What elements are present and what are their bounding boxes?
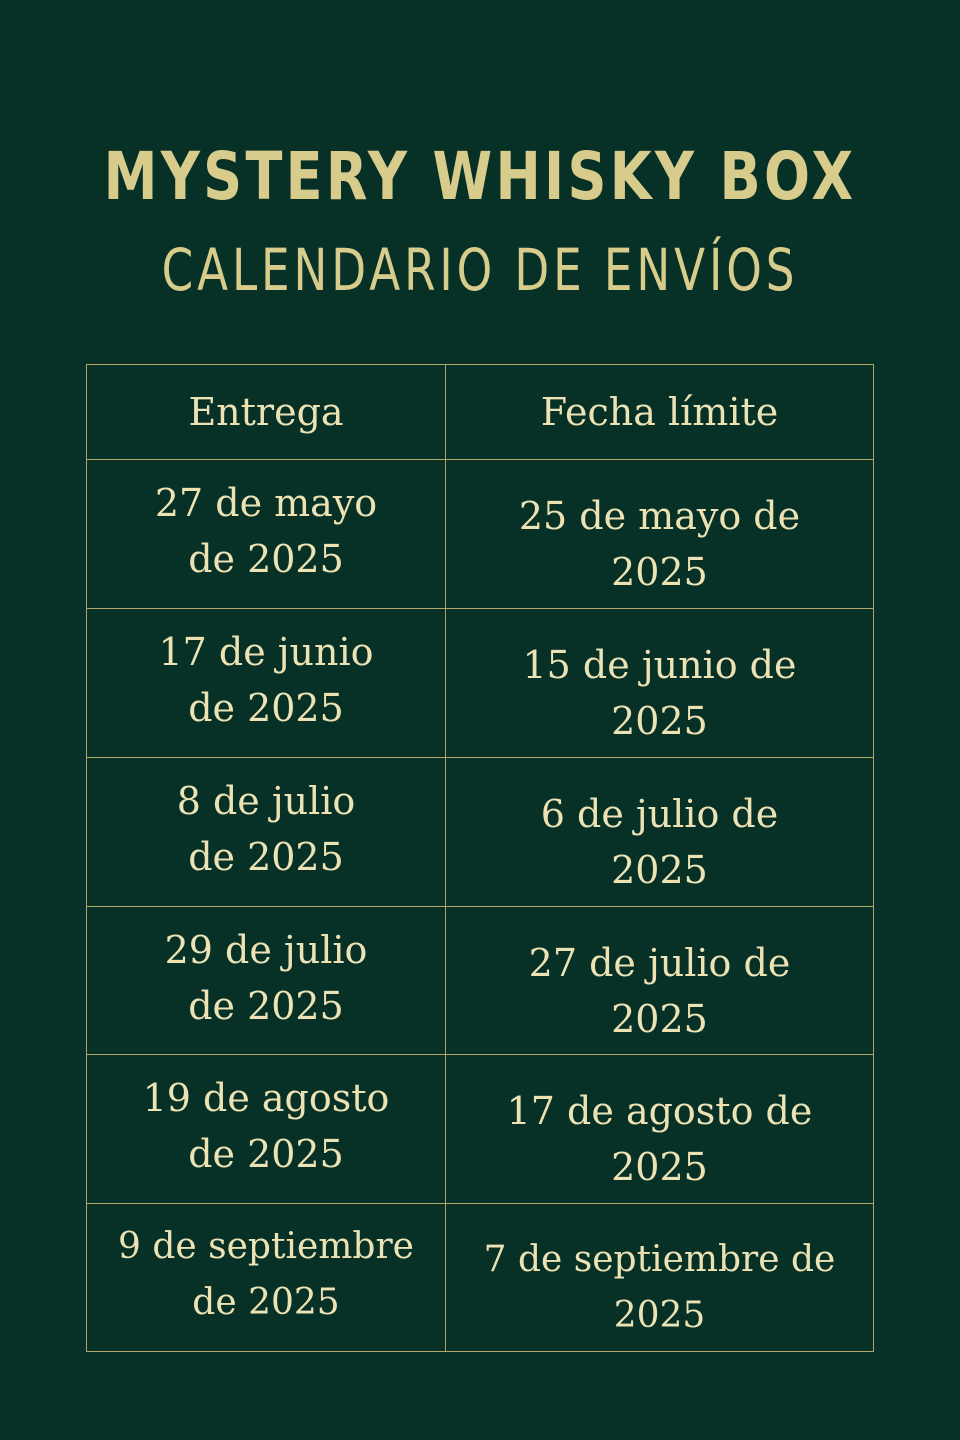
table-row	[87, 609, 873, 758]
delivery-date-line: de 2025	[188, 983, 344, 1028]
delivery-date-cell	[87, 460, 446, 608]
delivery-date-line: de 2025	[188, 835, 344, 879]
delivery-date-line: de 2025	[188, 686, 344, 730]
page-title: MYSTERY WHISKY BOX	[103, 138, 857, 215]
deadline-cell	[446, 609, 873, 757]
delivery-date-cell	[87, 758, 446, 906]
deadline-cell	[446, 758, 873, 906]
deadline-line: 7 de septiembre de	[483, 1238, 836, 1280]
deadline-line: 25 de mayo de	[518, 494, 801, 538]
deadline-cell	[446, 460, 873, 608]
deadline-line: 2025	[611, 848, 708, 892]
delivery-date-line: de 2025	[192, 1281, 340, 1323]
deadline-cell	[446, 1204, 873, 1351]
deadline-line: 2025	[613, 1294, 706, 1336]
delivery-date-line: 9 de septiembre	[118, 1225, 414, 1267]
deadline-line: 15 de junio de	[522, 643, 797, 687]
deadline-line: 2025	[611, 550, 708, 594]
deadline-line: 2025	[611, 996, 708, 1041]
delivery-date-line: 8 de julio	[176, 779, 356, 823]
delivery-date-cell	[87, 609, 446, 757]
table-header-row	[87, 365, 873, 460]
page-subtitle: CALENDARIO DE ENVÍOS	[161, 236, 799, 304]
delivery-date-cell	[87, 1204, 446, 1351]
delivery-date-line: de 2025	[188, 537, 344, 581]
header-entrega: Entrega	[87, 365, 446, 459]
table-row	[87, 1055, 873, 1204]
deadline-line: 2025	[611, 1145, 708, 1189]
delivery-date-line: 29 de julio	[164, 927, 368, 972]
deadline-cell	[446, 907, 873, 1054]
deadline-line: 6 de julio de	[540, 792, 779, 836]
table-row	[87, 907, 873, 1055]
delivery-date-cell	[87, 907, 446, 1054]
deadline-line: 2025	[611, 699, 708, 743]
delivery-date-line: 27 de mayo	[154, 481, 378, 525]
delivery-date-line: de 2025	[188, 1132, 344, 1176]
deadline-line: 17 de agosto de	[506, 1089, 813, 1133]
header-fecha-limite: Fecha límite	[540, 390, 779, 434]
delivery-date-cell	[87, 1055, 446, 1203]
delivery-date-line: 19 de agosto	[142, 1076, 390, 1120]
table-row	[87, 758, 873, 907]
deadline-line: 27 de julio de	[528, 940, 791, 985]
deadline-cell	[446, 1055, 873, 1203]
shipping-calendar-table	[86, 364, 874, 1352]
table-row	[87, 460, 873, 609]
table-row	[87, 1204, 873, 1351]
delivery-date-line: 17 de junio	[158, 630, 374, 674]
